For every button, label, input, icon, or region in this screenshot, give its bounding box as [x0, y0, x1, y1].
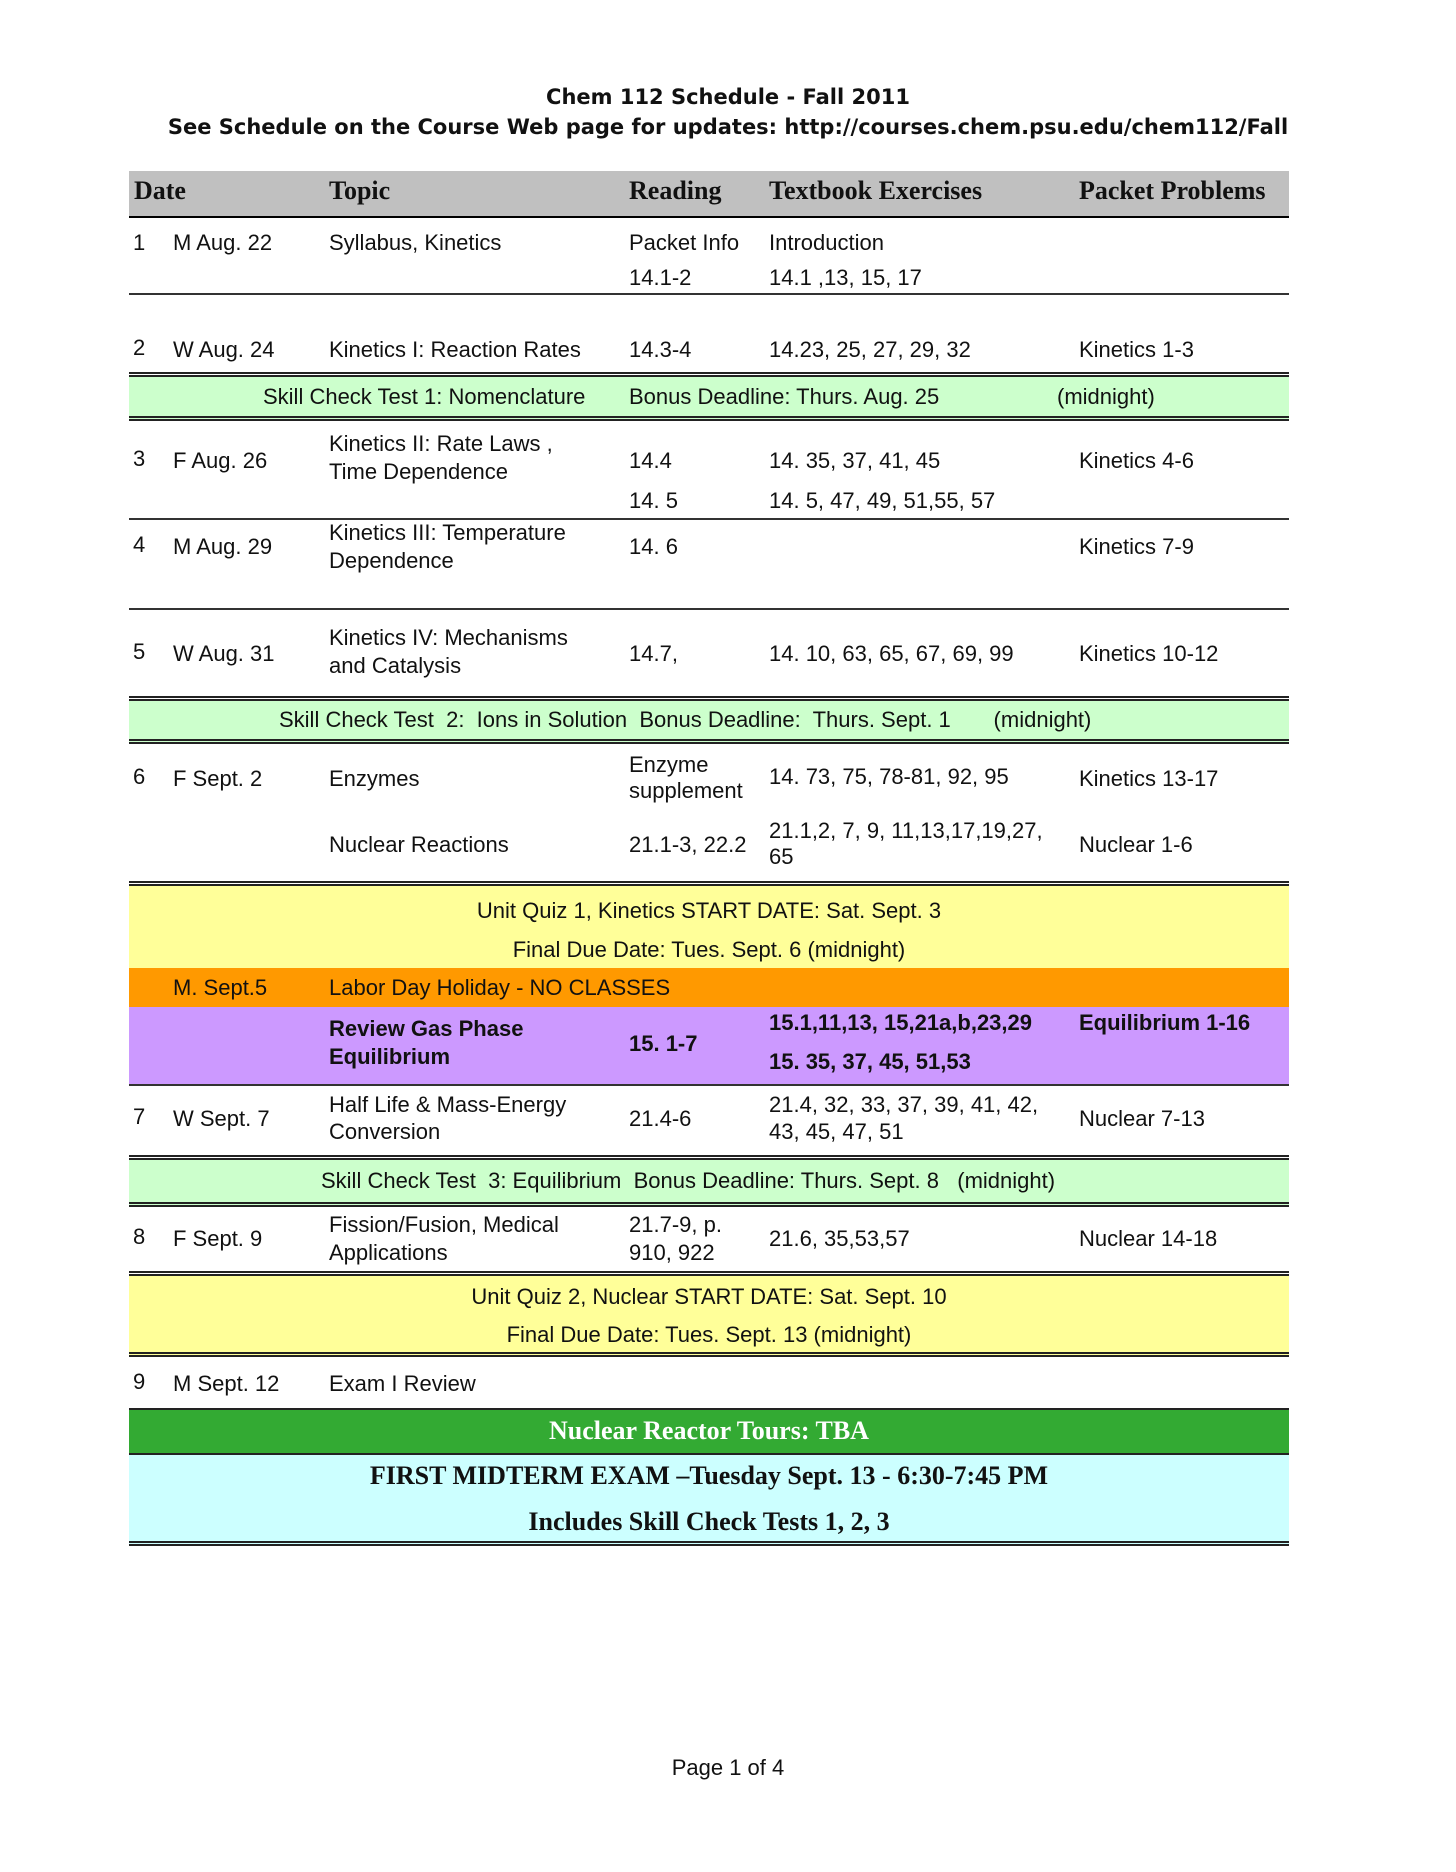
- row-topic: Conversion: [329, 1119, 441, 1144]
- row-topic: Time Dependence: [329, 459, 508, 484]
- table-header: [129, 171, 1289, 218]
- row-reading: 14.7,: [629, 641, 678, 666]
- table-row: [129, 744, 1289, 886]
- table-row: [129, 421, 1289, 520]
- row-packet: Nuclear 7-13: [1079, 1106, 1205, 1131]
- skill-check-band: [129, 1160, 1289, 1207]
- page-number: Page 1 of 4: [671, 1755, 785, 1780]
- row-number: 2: [133, 335, 146, 360]
- row-exercises: 21.1,2, 7, 9, 11,13,17,19,27,: [769, 818, 1043, 843]
- table-row: [129, 610, 1289, 701]
- table-row: [129, 1357, 1289, 1410]
- quiz-start: Unit Quiz 1, Kinetics START DATE: Sat. Sept. 3: [476, 898, 942, 923]
- row-date: W Aug. 24: [173, 337, 275, 362]
- row-number: 9: [133, 1369, 146, 1394]
- row-number: 7: [133, 1104, 146, 1129]
- row-date: M Aug. 29: [173, 534, 273, 559]
- row-number: 1: [133, 230, 146, 255]
- row-date: F Sept. 2: [173, 766, 263, 791]
- row-topic: Exam I Review: [329, 1371, 476, 1396]
- row-exercises: 65: [769, 844, 794, 869]
- header-topic: Topic: [329, 176, 391, 205]
- row-exercises: 14.1 ,13, 15, 17: [769, 265, 922, 290]
- quiz-due: Final Due Date: Tues. Sept. 6 (midnight): [512, 937, 906, 962]
- skill-check-deadline: Bonus Deadline: Thurs. Aug. 25: [629, 384, 940, 409]
- row-number: 4: [133, 532, 146, 557]
- midterm-exam-band: [129, 1455, 1289, 1546]
- row-packet: Kinetics 7-9: [1079, 534, 1194, 559]
- row-packet: Nuclear 1-6: [1079, 832, 1193, 857]
- row-number: 6: [133, 764, 146, 789]
- row-exercises: 14. 10, 63, 65, 67, 69, 99: [769, 641, 1014, 666]
- row-topic: Kinetics I: Reaction Rates: [329, 337, 581, 362]
- row-reading: 21.7-9, p.: [629, 1212, 722, 1237]
- reactor-tours-text: Nuclear Reactor Tours: TBA: [549, 1416, 869, 1445]
- holiday-date: M. Sept.5: [173, 975, 268, 1000]
- document-title: Chem 112 Schedule - Fall 2011: [546, 85, 910, 109]
- exam-note: Includes Skill Check Tests 1, 2, 3: [528, 1507, 890, 1536]
- row-reading: 14.4: [629, 448, 672, 473]
- row-date: F Aug. 26: [173, 448, 268, 473]
- row-reading: 14. 5: [629, 488, 678, 513]
- holiday-text: Labor Day Holiday - NO CLASSES: [329, 975, 671, 1000]
- row-packet: Kinetics 10-12: [1079, 641, 1219, 666]
- row-date: F Sept. 9: [173, 1226, 263, 1251]
- row-reading: Enzyme: [629, 752, 709, 777]
- table-row: [129, 520, 1289, 610]
- row-date: M Sept. 12: [173, 1371, 280, 1396]
- row-exercises: 21.4, 32, 33, 37, 39, 41, 42,: [769, 1092, 1039, 1117]
- quiz-due: Final Due Date: Tues. Sept. 13 (midnight): [506, 1322, 912, 1347]
- review-topic: Review Gas Phase: [329, 1016, 524, 1041]
- table-row: [129, 1084, 1289, 1160]
- row-number: 5: [133, 639, 146, 664]
- unit-quiz-band: [129, 1276, 1289, 1357]
- row-date: W Aug. 31: [173, 641, 275, 666]
- row-reading: 14. 6: [629, 534, 678, 559]
- row-packet: Nuclear 14-18: [1079, 1226, 1218, 1251]
- row-date: W Sept. 7: [173, 1106, 270, 1131]
- reactor-tours-band: [129, 1410, 1289, 1455]
- row-topic: Kinetics IV: Mechanisms: [329, 625, 568, 650]
- header-exercises: Textbook Exercises: [769, 176, 983, 205]
- row-topic: Kinetics II: Rate Laws ,: [329, 431, 553, 456]
- row-topic: Dependence: [329, 548, 454, 573]
- review-reading: 15. 1-7: [629, 1031, 698, 1056]
- review-exercises: 15.1,11,13, 15,21a,b,23,29: [769, 1010, 1033, 1035]
- review-exercises: 15. 35, 37, 45, 51,53: [769, 1049, 971, 1074]
- review-row: [129, 1007, 1289, 1084]
- exam-title: FIRST MIDTERM EXAM –Tuesday Sept. 13 - 6:30-7:45 PM: [369, 1461, 1049, 1490]
- skill-check-midnight: (midnight): [1057, 384, 1155, 409]
- skill-check-band: [129, 377, 1289, 421]
- row-number: 8: [133, 1224, 146, 1249]
- skill-check-band: [129, 701, 1289, 744]
- row-exercises: 14. 5, 47, 49, 51,55, 57: [769, 488, 996, 513]
- row-exercises: 43, 45, 47, 51: [769, 1119, 904, 1144]
- row-reading: 14.3-4: [629, 337, 692, 362]
- skill-check-text: Skill Check Test 3: Equilibrium Bonus Deadline: Thurs. Sept. 8 (midnight): [321, 1168, 1056, 1193]
- header-reading: Reading: [629, 176, 722, 205]
- row-packet: Kinetics 1-3: [1079, 337, 1194, 362]
- row-topic: Applications: [329, 1240, 448, 1265]
- table-row: [129, 1207, 1289, 1276]
- table-row: [129, 295, 1289, 377]
- row-reading: supplement: [629, 778, 743, 803]
- row-reading: 14.1-2: [629, 265, 692, 290]
- row-topic: Kinetics III: Temperature: [329, 520, 566, 545]
- row-exercises: 14. 73, 75, 78-81, 92, 95: [769, 764, 1009, 789]
- row-topic: Fission/Fusion, Medical: [329, 1212, 559, 1237]
- row-number: 3: [133, 446, 146, 471]
- document-subtitle: See Schedule on the Course Web page for updates: http://courses.chem.psu.edu/chem112/Fall: [167, 115, 1289, 139]
- row-topic: Half Life & Mass-Energy: [329, 1092, 567, 1117]
- quiz-start: Unit Quiz 2, Nuclear START DATE: Sat. Sept. 10: [471, 1284, 947, 1309]
- table-row: [129, 218, 1289, 295]
- holiday-band: [129, 968, 1289, 1007]
- row-exercises: 14. 35, 37, 41, 45: [769, 448, 941, 473]
- row-topic: and Catalysis: [329, 653, 462, 678]
- skill-check-text: Skill Check Test 2: Ions in Solution Bonus Deadline: Thurs. Sept. 1 (midnight): [279, 707, 1092, 732]
- schedule-table: [129, 171, 1289, 1546]
- row-reading: 21.1-3, 22.2: [629, 832, 747, 857]
- row-packet: Kinetics 4-6: [1079, 448, 1194, 473]
- row-reading: 21.4-6: [629, 1106, 692, 1131]
- row-reading: 910, 922: [629, 1240, 715, 1265]
- row-packet: Kinetics 13-17: [1079, 766, 1219, 791]
- row-topic: Enzymes: [329, 766, 420, 791]
- row-topic: Syllabus, Kinetics: [329, 230, 502, 255]
- review-packet: Equilibrium 1-16: [1079, 1010, 1251, 1035]
- skill-check-title: Skill Check Test 1: Nomenclature: [263, 384, 586, 409]
- unit-quiz-band: [129, 886, 1289, 968]
- review-topic: Equilibrium: [329, 1044, 450, 1069]
- row-topic: Nuclear Reactions: [329, 832, 509, 857]
- row-exercises: 14.23, 25, 27, 29, 32: [769, 337, 971, 362]
- header-date: Date: [134, 176, 186, 205]
- row-date: M Aug. 22: [173, 230, 273, 255]
- row-exercises: 21.6, 35,53,57: [769, 1226, 910, 1251]
- row-reading: Packet Info: [629, 230, 740, 255]
- row-exercises: Introduction: [769, 230, 884, 255]
- header-packet: Packet Problems: [1079, 176, 1266, 205]
